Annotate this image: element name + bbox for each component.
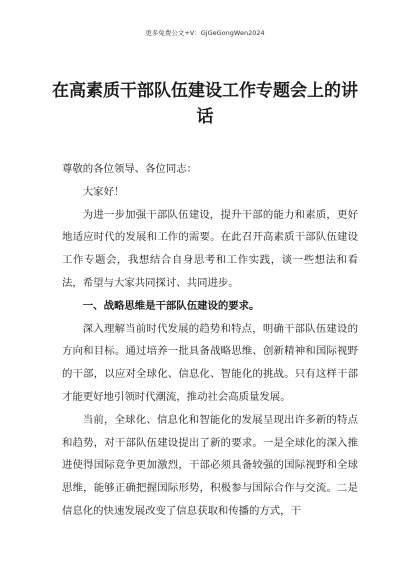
document-title: 在高素质干部队伍建设工作专题会上的讲话	[52, 81, 358, 127]
paragraph-section-1-detail: 当前，全球化、信息化和智能化的发展呈现出许多新的特点和趋势，对干部队伍建设提出了新的要求。一是全球化的深入推进使得国际竞争更加激烈，干部必须具备较强的国际视野和全球思维，能够正确把握国际形势，积极参与国际合作与交流。二是信息化的快速发展改变了信息获取和传播的方式，干	[62, 413, 358, 517]
greeting: 大家好！	[82, 185, 125, 198]
paragraph-section-1: 深入理解当前时代发展的趋势和特点，明确干部队伍建设的方向和目标。通过培养一批具备战略思维、创新精神和国际视野的干部，以应对全球化、信息化、智能化的挑战。只有这样干部才能更好地引领时代潮流，推动社会高质量发展。	[62, 322, 358, 403]
document-body	[62, 158, 358, 523]
salutation: 尊敬的各位领导、各位同志：	[62, 163, 198, 175]
paragraph-intro: 为进一步加强干部队伍建设，提升干部的能力和素质，更好地适应时代的发展和工作的需要。在此召开高素质干部队伍建设工作专题会，我想结合自身思考和工作实践，谈一些想法和看法，希望与大家共同探讨、共同进步。	[62, 208, 358, 289]
header-note: 更多免费公文+V：GjGeGongWen2024	[145, 29, 265, 37]
section-heading-1: 一、战略思维是干部队伍建设的要求。	[82, 299, 260, 312]
